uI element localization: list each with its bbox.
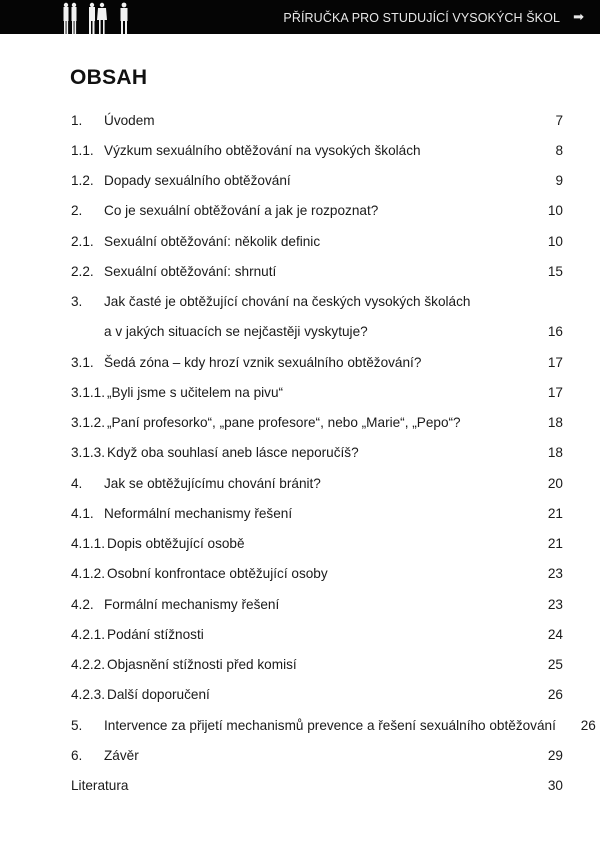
toc-entry-number: 3.1.2. [71, 415, 106, 431]
toc-entry[interactable] [71, 529, 563, 559]
toc-entry-title: Jak časté je obtěžující chování na českých vysokých školách [104, 294, 471, 310]
toc-entry-number: 3. [71, 294, 83, 310]
toc-entry[interactable] [71, 619, 563, 649]
toc-entry[interactable] [71, 226, 563, 256]
toc-entry-title: Neformální mechanismy řešení [104, 505, 293, 521]
toc-entry-number: 3.1.3. [71, 445, 106, 461]
toc-entry-number: 2.2. [71, 263, 94, 279]
toc-entry-page: 7 [555, 112, 563, 128]
toc-entry-page: 10 [547, 203, 563, 219]
toc-entry-title: Formální mechanismy řešení [104, 596, 280, 612]
toc-entry-title: Sexuální obtěžování: několik definic [104, 233, 321, 249]
header-title: PŘÍRUČKA PRO STUDUJÍCÍ VYSOKÝCH ŠKOL [283, 11, 560, 25]
toc-entry-page: 16 [547, 324, 563, 340]
toc-entry-title: Literatura [71, 778, 129, 794]
toc-entry[interactable] [71, 468, 563, 498]
header-band [0, 0, 600, 34]
toc-entry-page: 9 [555, 173, 563, 189]
toc-entry[interactable] [71, 287, 563, 317]
page-title: OBSAH [70, 66, 148, 89]
toc-entry-title: Osobní konfrontace obtěžující osoby [107, 566, 328, 582]
toc-entry-page: 24 [547, 626, 563, 642]
toc-entry-title: Úvodem [104, 112, 155, 128]
toc-entry-page: 17 [547, 384, 563, 400]
toc-entry-title: Šedá zóna – kdy hrozí vznik sexuálního obtěžování? [104, 354, 422, 370]
toc-entry-number: 4.2.1. [71, 626, 106, 642]
toc-entry-page: 23 [547, 566, 563, 582]
toc-entry[interactable] [71, 347, 563, 377]
toc-entry-number: 6. [71, 747, 83, 763]
toc-entry-page: 29 [547, 747, 563, 763]
toc-entry-title: Podání stížnosti [107, 626, 204, 642]
toc-entry[interactable] [71, 589, 563, 619]
toc-entry-number: 1. [71, 112, 83, 128]
toc-entry-title: Když oba souhlasí aneb lásce neporučíš? [107, 445, 359, 461]
toc-entry[interactable] [71, 559, 563, 589]
toc-entry-title: Sexuální obtěžování: shrnutí [104, 263, 277, 279]
toc-entry-title: Jak se obtěžujícímu chování bránit? [104, 475, 321, 491]
toc-entry[interactable] [71, 256, 563, 286]
toc-entry-page: 18 [547, 445, 563, 461]
toc-entry-page: 23 [547, 596, 563, 612]
toc-entry-title: Co je sexuální obtěžování a jak je rozpoznat? [104, 203, 379, 219]
arrow-right-icon: ➡ [573, 9, 584, 24]
toc-entry[interactable] [71, 408, 563, 438]
toc-entry-title: Objasnění stížnosti před komisí [107, 657, 297, 673]
toc-entry-page: 10 [547, 233, 563, 249]
toc-entry-page: 17 [547, 354, 563, 370]
toc-entry[interactable] [71, 680, 563, 710]
table-of-contents [71, 105, 596, 801]
toc-entry-title: Dopady sexuálního obtěžování [104, 173, 291, 189]
toc-entry-number: 4.1. [71, 505, 94, 521]
toc-entry-page: 8 [555, 142, 563, 158]
toc-entry[interactable] [71, 105, 563, 135]
toc-entry[interactable] [71, 710, 596, 740]
toc-entry-title: Výzkum sexuálního obtěžování na vysokých školách [104, 142, 421, 158]
toc-entry-title: „Byli jsme s učitelem na pivu“ [107, 384, 284, 400]
toc-entry-title: Další doporučení [107, 687, 210, 703]
toc-entry-number: 2. [71, 203, 83, 219]
toc-entry-number: 4. [71, 475, 83, 491]
toc-entry-number: 1.1. [71, 142, 94, 158]
people-silhouettes-icon [60, 2, 170, 34]
toc-entry-number: 4.1.2. [71, 566, 106, 582]
toc-entry[interactable] [71, 771, 563, 801]
toc-entry-title: Intervence za přijetí mechanismů prevence a řešení sexuálního obtěžování [104, 717, 556, 733]
toc-entry[interactable] [71, 166, 563, 196]
toc-entry[interactable] [71, 438, 563, 468]
toc-entry-number: 3.1. [71, 354, 94, 370]
toc-entry[interactable] [71, 317, 563, 347]
toc-entry-title: „Paní profesorko“, „pane profesore“, nebo „Marie“, „Pepo“? [107, 415, 461, 431]
toc-entry-page: 21 [547, 536, 563, 552]
toc-entry-number: 4.1.1. [71, 536, 106, 552]
toc-entry-page: 20 [547, 475, 563, 491]
toc-entry-page: 26 [580, 717, 596, 733]
toc-entry[interactable] [71, 135, 563, 165]
toc-entry-page: 15 [547, 263, 563, 279]
toc-entry[interactable] [71, 498, 563, 528]
toc-entry-page: 30 [547, 778, 563, 794]
toc-entry-page: 25 [547, 657, 563, 673]
toc-entry-number: 5. [71, 717, 83, 733]
toc-entry-page: 26 [547, 687, 563, 703]
toc-entry-number: 1.2. [71, 173, 94, 189]
toc-entry[interactable] [71, 196, 563, 226]
toc-entry-title: a v jakých situacích se nejčastěji vyskytuje? [104, 324, 368, 340]
toc-entry-number: 3.1.1. [71, 384, 106, 400]
toc-entry[interactable] [71, 740, 563, 770]
toc-entry-number: 4.2. [71, 596, 94, 612]
toc-entry-number: 2.1. [71, 233, 94, 249]
toc-entry-number: 4.2.2. [71, 657, 106, 673]
toc-entry[interactable] [71, 377, 563, 407]
toc-entry-title: Dopis obtěžující osobě [107, 536, 245, 552]
toc-entry[interactable] [71, 650, 563, 680]
toc-entry-page: 21 [547, 505, 563, 521]
toc-entry-title: Závěr [104, 747, 139, 763]
toc-entry-page: 18 [547, 415, 563, 431]
toc-entry-number: 4.2.3. [71, 687, 106, 703]
